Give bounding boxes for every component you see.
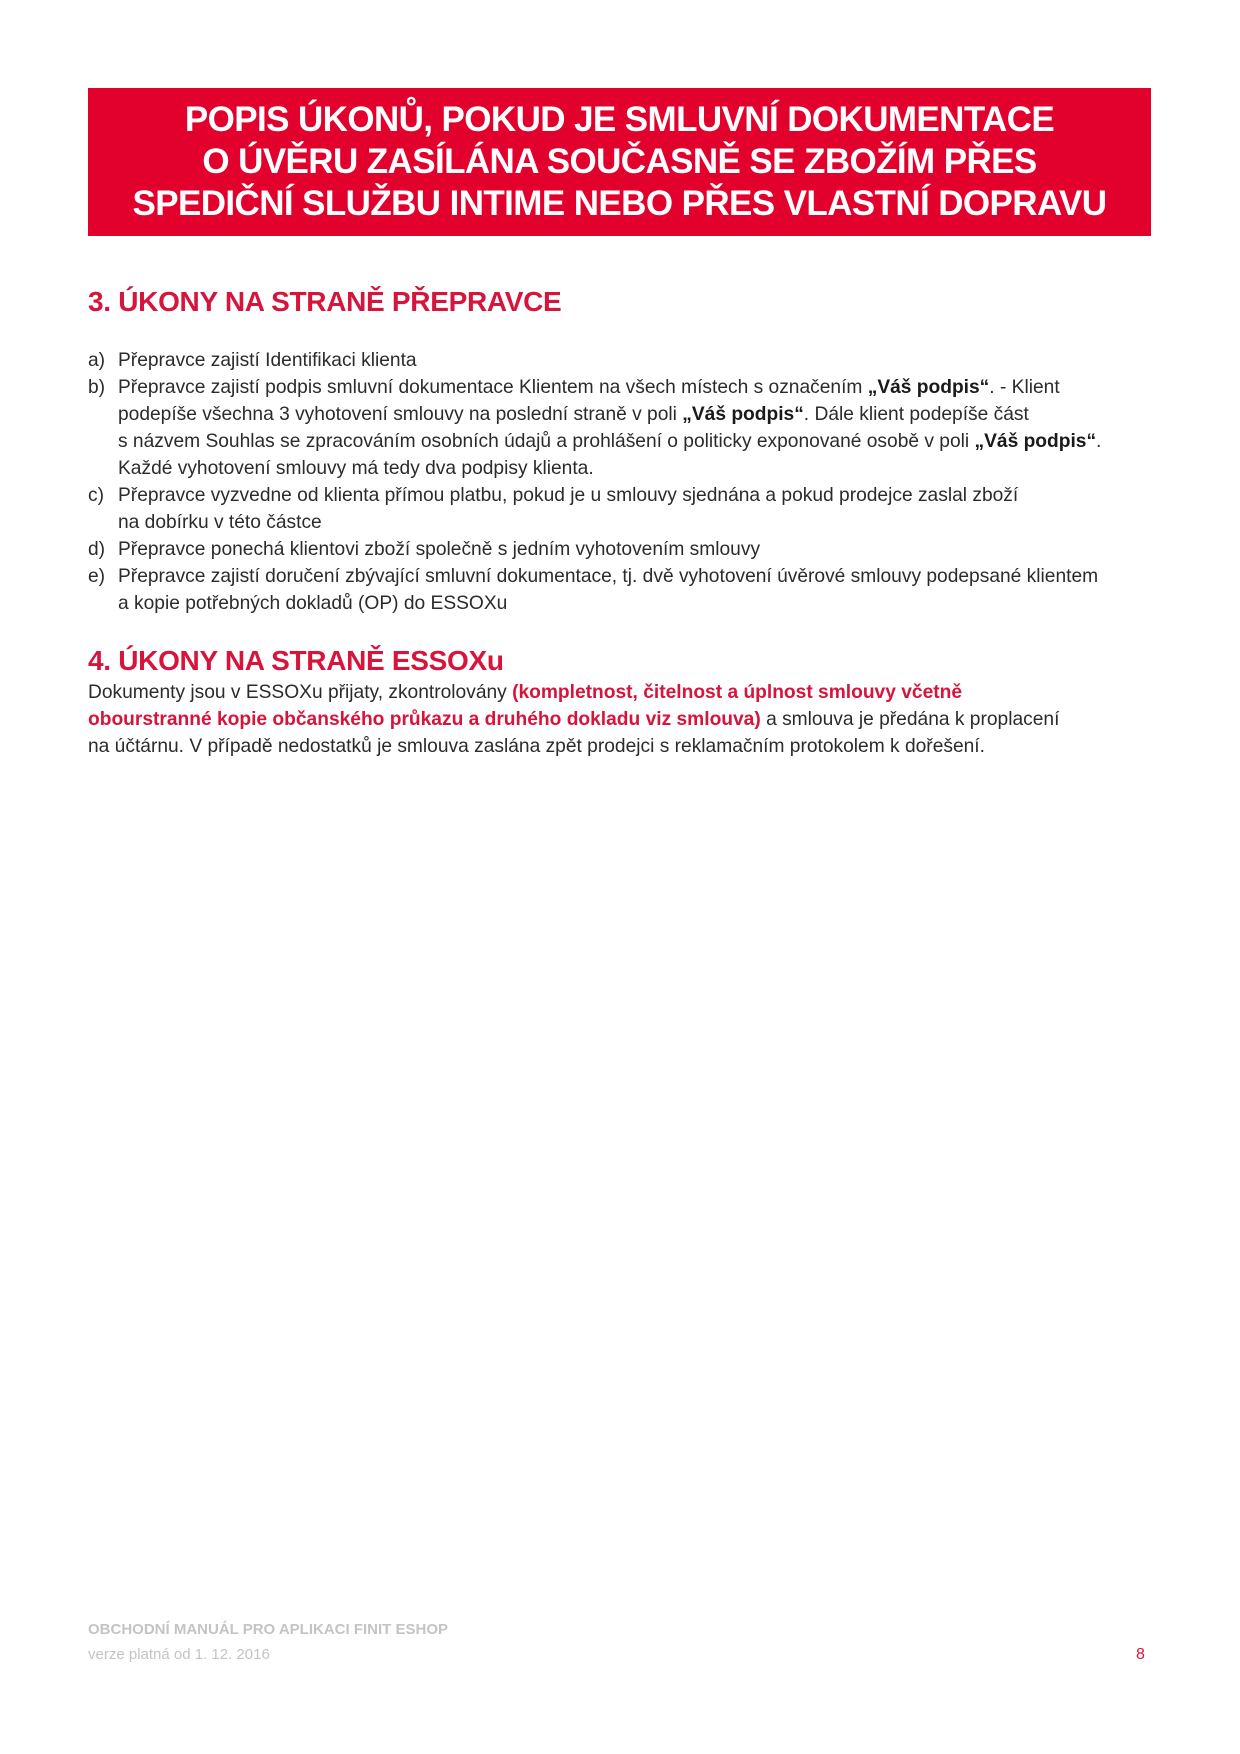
list-marker: a): [88, 350, 106, 371]
section-4-paragraph: [88, 679, 1158, 760]
list-item-text-line-1: Přepravce vyzvedne od klienta přímou platbu, pokud je u smlouvy sjednána a pokud prodejce zaslal zboží: [118, 485, 1019, 506]
list-item-a: [88, 347, 1158, 374]
paragraph-line-3: na účtárnu. V případě nedostatků je smlouva zaslána zpět prodejci s reklamačním protokolem k dořešení.: [88, 736, 985, 757]
section-3-heading: 3. ÚKONY NA STRANĚ PŘEPRAVCE: [88, 286, 562, 317]
title-banner: [88, 88, 1151, 236]
list-marker: e): [88, 566, 106, 587]
list-item-text-line-1: Přepravce zajistí doručení zbývající smluvní dokumentace, tj. dvě vyhotovení úvěrové smlouvy podepsané klientem: [118, 566, 1099, 587]
list-item-text-line-1: Přepravce zajistí podpis smluvní dokumentace Klientem na všech místech s označením „Váš podpis“. - Klient: [118, 377, 1060, 398]
banner-title-line-2: O ÚVĚRU ZASÍLÁNA SOUČASNĚ SE ZBOŽÍM PŘES: [202, 142, 1037, 181]
list-marker: d): [88, 539, 106, 560]
list-item-text-line-2: na dobírku v této částce: [118, 512, 322, 533]
list-marker: b): [88, 377, 106, 398]
list-marker: c): [88, 485, 104, 506]
list-item-text-line-3: s názvem Souhlas se zpracováním osobních údajů a prohlášení o politicky exponované osobě v poli „Váš podpis“.: [118, 431, 1102, 452]
banner-title-line-1: POPIS ÚKONŮ, POKUD JE SMLUVNÍ DOKUMENTACE: [184, 100, 1055, 139]
list-item-e: [88, 563, 1158, 617]
signature-field-label: „Váš podpis“: [867, 377, 990, 398]
list-item-text-line-4: Každé vyhotovení smlouvy má tedy dva podpisy klienta.: [118, 458, 594, 479]
list-item-text-line-2: a kopie potřebných dokladů (OP) do ESSOXu: [118, 593, 508, 614]
section-4-heading: 4. ÚKONY NA STRANĚ ESSOXu: [88, 645, 504, 676]
banner-title-line-3: SPEDIČNÍ SLUŽBU INTIME NEBO PŘES VLASTNÍ DOPRAVU: [132, 184, 1107, 223]
highlighted-text: (kompletnost, čitelnost a úplnost smlouvy včetně: [512, 682, 963, 703]
footer-version: verze platná od 1. 12. 2016: [88, 1646, 270, 1663]
signature-field-label: „Váš podpis“: [974, 431, 1097, 452]
list-item-d: [88, 536, 1158, 563]
page-number: 8: [1136, 1646, 1145, 1663]
list-item-text: Přepravce ponechá klientovi zboží společně s jedním vyhotovením smlouvy: [118, 539, 761, 560]
signature-field-label: „Váš podpis“: [682, 404, 804, 425]
list-item-c: [88, 482, 1158, 536]
list-item-text: Přepravce zajistí Identifikaci klienta: [118, 350, 417, 371]
paragraph-line-1: Dokumenty jsou v ESSOXu přijaty, zkontrolovány (kompletnost, čitelnost a úplnost smlouvy včetně: [88, 682, 963, 703]
highlighted-text: obourstranné kopie občanského průkazu a druhého dokladu viz smlouva): [88, 709, 761, 730]
list-item-text-line-2: podepíše všechna 3 vyhotovení smlouvy na poslední straně v poli „Váš podpis“. Dále klient podepíše část: [118, 404, 1029, 425]
section-3-list: [88, 347, 1158, 617]
paragraph-line-2: obourstranné kopie občanského průkazu a druhého dokladu viz smlouva) a smlouva je předána k proplacení: [88, 709, 1060, 730]
footer-document-title: OBCHODNÍ MANUÁL PRO APLIKACI FINIT ESHOP: [88, 1621, 449, 1638]
list-item-b: [88, 374, 1158, 482]
